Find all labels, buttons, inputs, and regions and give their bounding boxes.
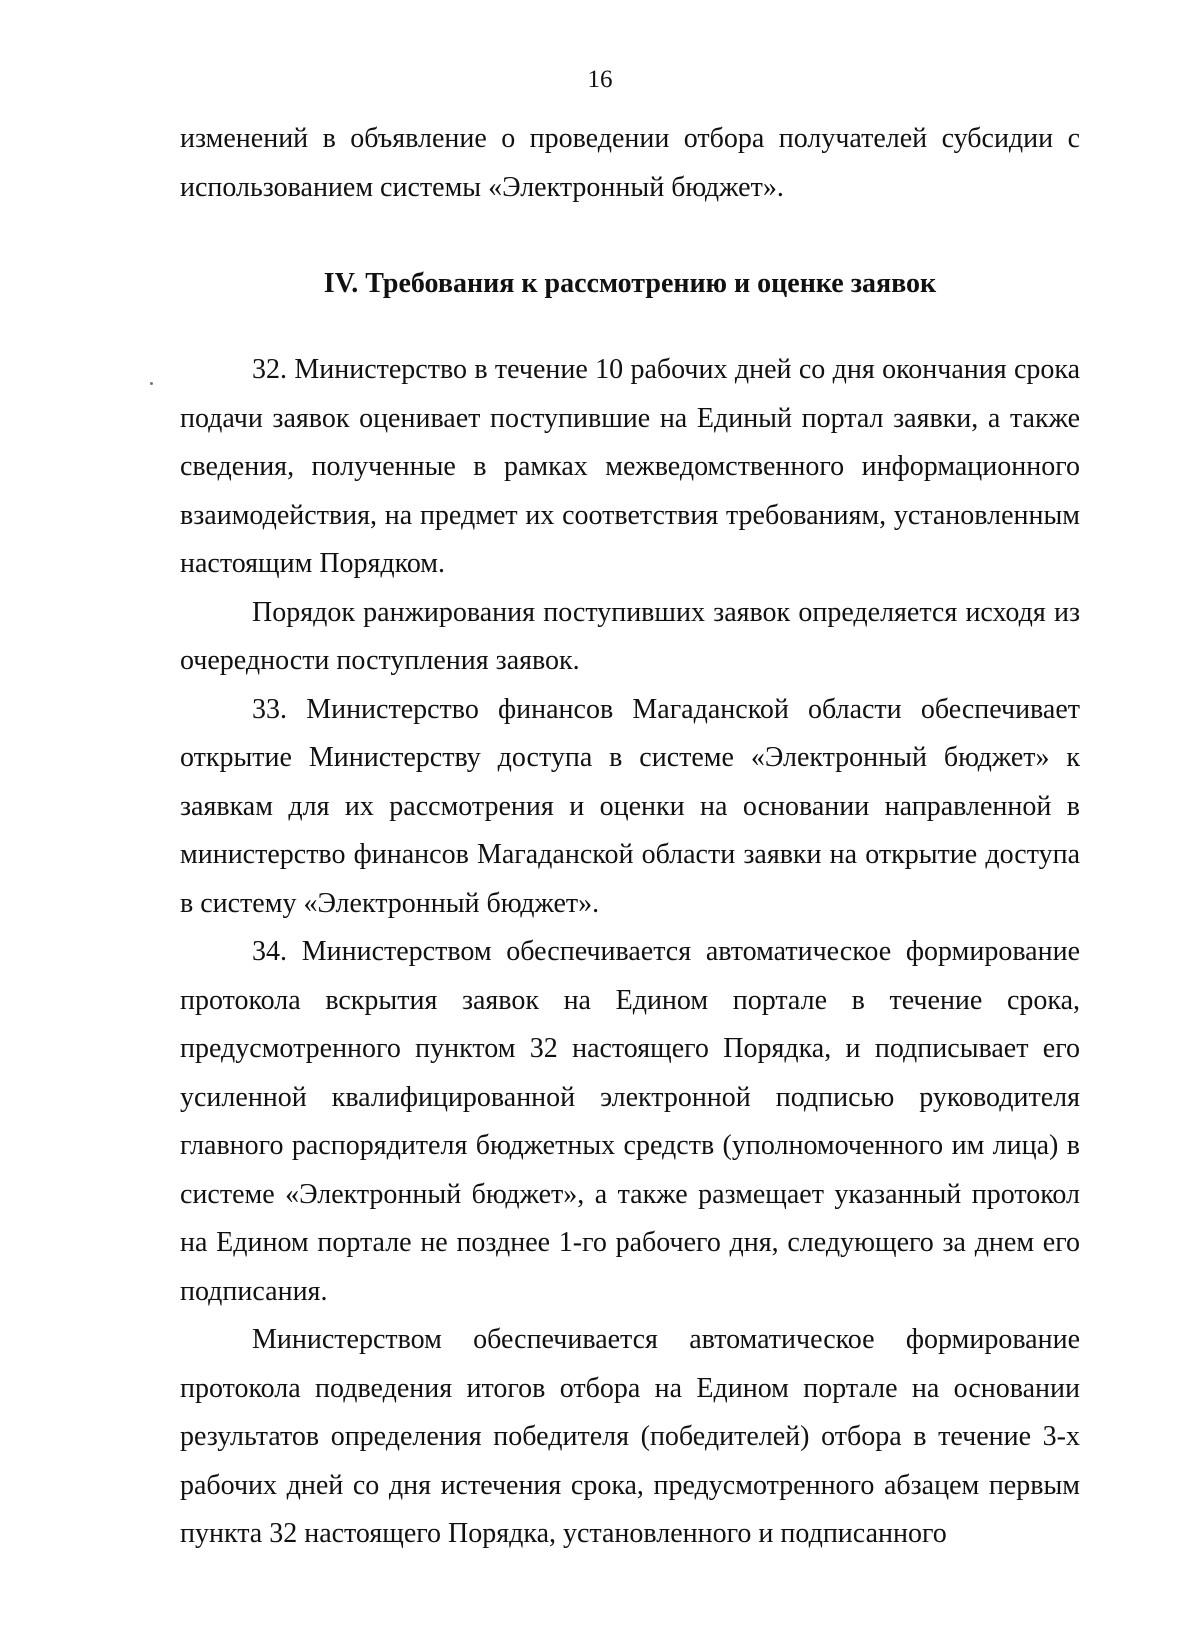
scan-speck xyxy=(150,382,153,385)
paragraph-results-protocol: Министерством обеспечивается автоматическое формирование протокола подведения итогов отбора на Едином портале на основании результатов определения победителя (победителей) отбора в течение 3-х рабочих дней со дня истечения срока, предусмотренного абзацем первым пункта 32 настоящего Порядка, установленного и подписанного xyxy=(180,1324,1080,1549)
paragraph-ranking: Порядок ранжирования поступивших заявок определяется исходя из очередности поступления заявок. xyxy=(180,596,1080,676)
paragraph-33: 33. Министерство финансов Магаданской области обеспечивает открытие Министерству доступа в системе «Электронный бюджет» к заявкам для их рассмотрения и оценки на основании направленной в министерство финансов Магаданской области заявки на открытие доступа в систему «Электронный бюджет». xyxy=(180,693,1080,919)
page-number: 16 xyxy=(587,66,613,93)
paragraph-34: 34. Министерством обеспечивается автоматическое формирование протокола вскрытия заявок на Едином портале в течение срока, предусмотренного пунктом 32 настоящего Порядка, и подписывает его усиленной квалифицированной электронной подписью руководителя главного распорядителя бюджетных средств (уполномоченного им лица) в системе «Электронный бюджет», а также размещает указанный протокол на Едином портале не позднее 1-го рабочего дня, следующего за днем его подписания. xyxy=(180,936,1080,1307)
intro-paragraph: изменений в объявление о проведении отбора получателей субсидии с использованием системы «Электронный бюджет». xyxy=(180,123,1080,203)
main-text-block xyxy=(180,346,1080,1559)
section-heading: IV. Требования к рассмотрению и оценке заявок xyxy=(323,268,937,299)
intro-paragraph-block xyxy=(180,115,1080,212)
section-heading-block xyxy=(180,260,1080,308)
paragraph-32: 32. Министерство в течение 10 рабочих дней со дня окончания срока подачи заявок оценивает поступившие на Единый портал заявки, а также сведения, полученные в рамках межведомственного информационного взаимодействия, на предмет их соответствия требованиям, установленным настоящим Порядком. xyxy=(180,354,1080,579)
